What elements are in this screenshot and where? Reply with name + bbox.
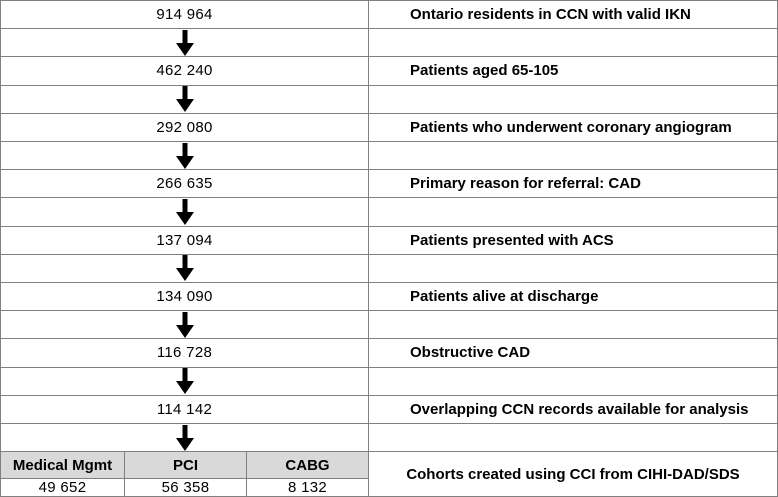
step-count: 292 080 [0, 113, 369, 142]
spacer-cell [368, 254, 778, 283]
step-count: 914 964 [0, 0, 369, 29]
down-arrow-icon [175, 199, 195, 225]
step-label: Patients alive at discharge [368, 282, 778, 311]
arrow-connector [0, 28, 369, 57]
step-label: Patients presented with ACS [368, 226, 778, 255]
down-arrow-icon [175, 312, 195, 338]
down-arrow-icon [175, 30, 195, 56]
arrow-connector [0, 367, 369, 396]
down-arrow-icon [175, 425, 195, 451]
step-label: Overlapping CCN records available for analysis [368, 395, 778, 424]
spacer-cell [368, 28, 778, 57]
step-count: 462 240 [0, 56, 369, 85]
spacer-cell [368, 85, 778, 114]
spacer-cell [368, 197, 778, 226]
step-count: 266 635 [0, 169, 369, 198]
spacer-cell [368, 141, 778, 170]
arrow-connector [0, 310, 369, 339]
cohort-header: PCI [124, 451, 247, 479]
down-arrow-icon [175, 255, 195, 281]
cohort-header: CABG [246, 451, 369, 479]
spacer-cell [368, 423, 778, 452]
arrow-connector [0, 423, 369, 452]
step-label: Patients aged 65-105 [368, 56, 778, 85]
step-label: Obstructive CAD [368, 338, 778, 367]
cohort-count: 56 358 [124, 478, 247, 497]
cohort-count: 49 652 [0, 478, 125, 497]
step-count: 137 094 [0, 226, 369, 255]
cohort-description: Cohorts created using CCI from CIHI-DAD/SDS [368, 451, 778, 497]
down-arrow-icon [175, 368, 195, 394]
down-arrow-icon [175, 86, 195, 112]
arrow-connector [0, 197, 369, 226]
step-label: Patients who underwent coronary angiogram [368, 113, 778, 142]
step-count: 116 728 [0, 338, 369, 367]
step-count: 134 090 [0, 282, 369, 311]
spacer-cell [368, 310, 778, 339]
arrow-connector [0, 141, 369, 170]
step-label: Ontario residents in CCN with valid IKN [368, 0, 778, 29]
step-label: Primary reason for referral: CAD [368, 169, 778, 198]
spacer-cell [368, 367, 778, 396]
step-count: 114 142 [0, 395, 369, 424]
arrow-connector [0, 85, 369, 114]
cohort-header: Medical Mgmt [0, 451, 125, 479]
cohort-count: 8 132 [246, 478, 369, 497]
down-arrow-icon [175, 143, 195, 169]
arrow-connector [0, 254, 369, 283]
